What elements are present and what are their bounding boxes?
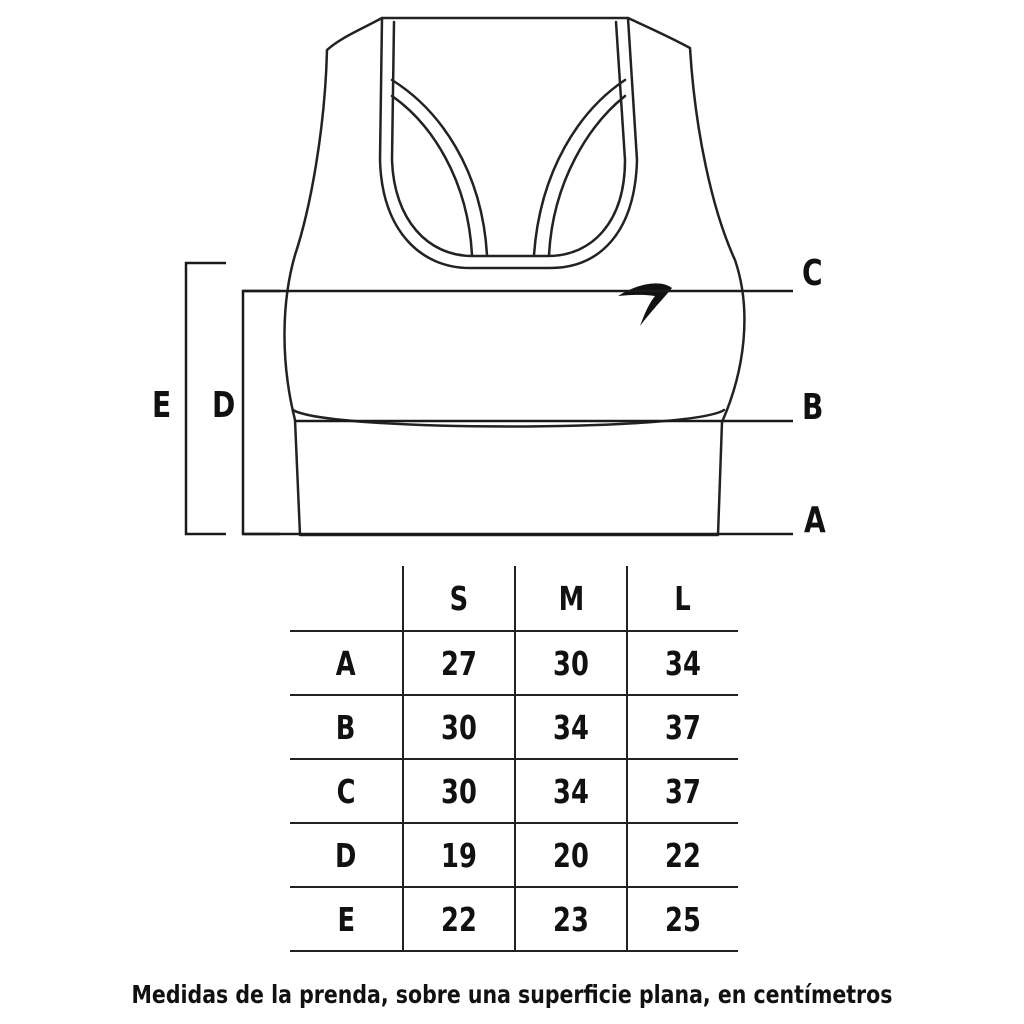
table-cell: 30 <box>403 695 515 759</box>
column-header-s: S <box>403 566 515 631</box>
column-header-l: L <box>627 566 738 631</box>
underband-seam <box>293 410 724 427</box>
racerback-strap-right-inner <box>549 96 625 255</box>
row-header: A <box>290 631 403 695</box>
table-cell: 22 <box>627 823 738 887</box>
racerback-strap-left-inner <box>392 96 472 255</box>
table-cell: 34 <box>515 695 627 759</box>
table-header-row <box>290 566 738 631</box>
table-cell: 23 <box>515 887 627 951</box>
size-table <box>290 566 738 952</box>
table-cell: 34 <box>515 759 627 823</box>
neckline-inner <box>392 22 625 256</box>
table-cell: 19 <box>403 823 515 887</box>
bra-outline <box>284 18 744 535</box>
table-row <box>290 759 738 823</box>
racerback-strap-right <box>534 80 625 255</box>
column-header-m: M <box>515 566 627 631</box>
caption-text: Medidas de la prenda, sobre una superficie plana, en centímetros <box>131 980 893 1009</box>
table-cell: 30 <box>515 631 627 695</box>
table-cell: 37 <box>627 695 738 759</box>
brand-logo-icon <box>618 283 672 326</box>
row-header: C <box>290 759 403 823</box>
table-row <box>290 695 738 759</box>
label-c: C <box>802 253 823 294</box>
bracket-d <box>243 291 280 534</box>
caption <box>0 980 1024 1010</box>
row-header: E <box>290 887 403 951</box>
table-cell: 30 <box>403 759 515 823</box>
table-cell: 34 <box>627 631 738 695</box>
table-row <box>290 823 738 887</box>
table-cell: 22 <box>403 887 515 951</box>
label-e: E <box>152 385 172 426</box>
table-cell: 37 <box>627 759 738 823</box>
label-b: B <box>802 387 824 428</box>
label-d: D <box>212 385 236 426</box>
label-a: A <box>804 500 826 541</box>
table-corner-cell <box>290 566 403 631</box>
table-cell: 20 <box>515 823 627 887</box>
row-header: D <box>290 823 403 887</box>
table-cell: 27 <box>403 631 515 695</box>
row-header: B <box>290 695 403 759</box>
neckline-outer <box>380 18 637 268</box>
table-cell: 25 <box>627 887 738 951</box>
table-row <box>290 631 738 695</box>
table-row <box>290 887 738 951</box>
